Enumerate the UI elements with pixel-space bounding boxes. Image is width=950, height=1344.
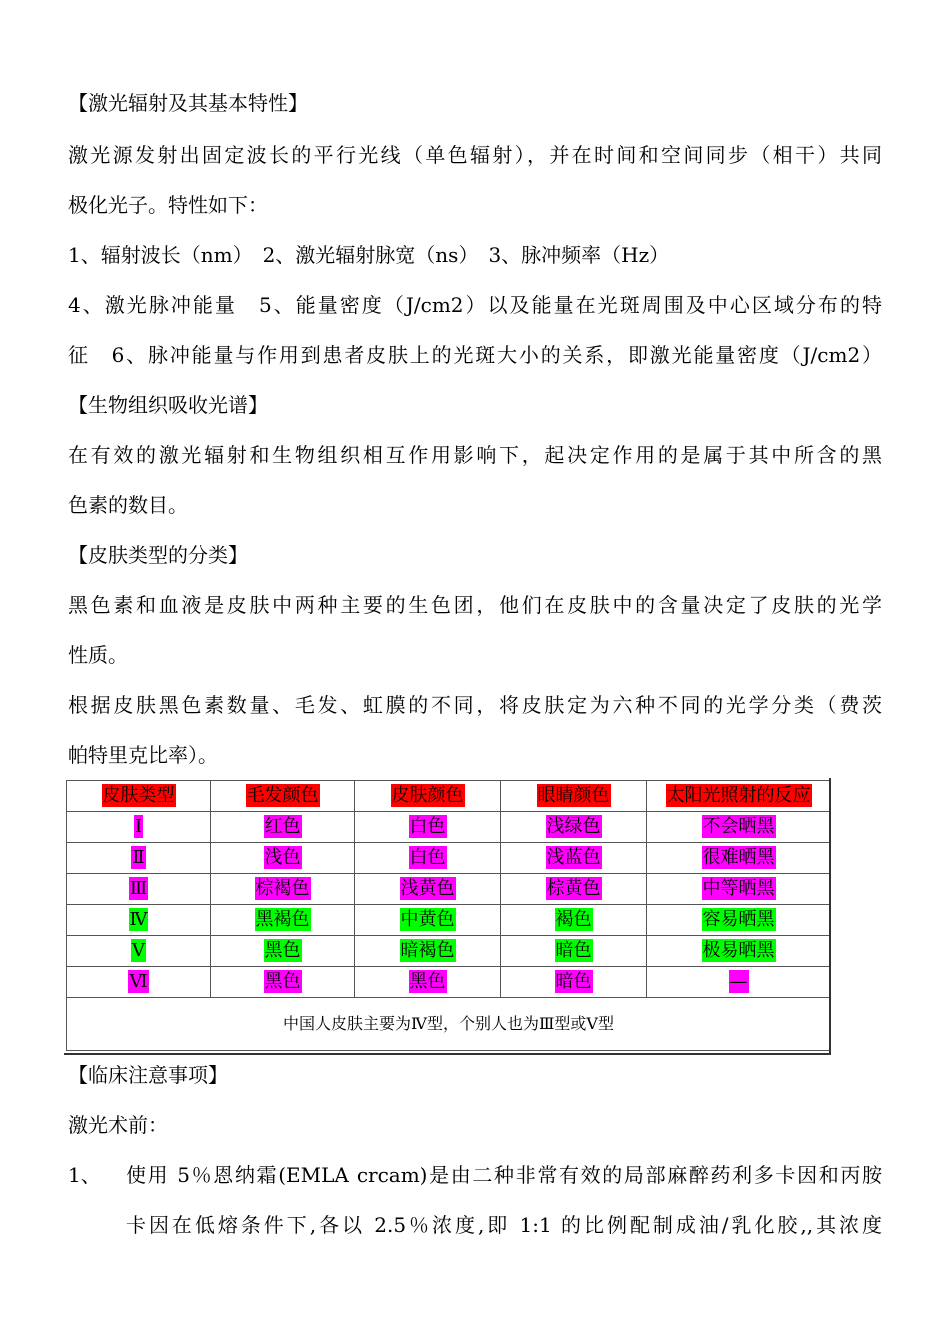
cell-skin: 白色	[409, 847, 446, 868]
cell-type: Ⅱ	[132, 847, 145, 868]
table-row	[67, 936, 831, 967]
table-cell	[501, 905, 647, 936]
table-row	[67, 905, 831, 936]
list-item-line1: 使用 5％恩纳霜(EMLA crcam)是由二种非常有效的局部麻醉药利多卡因和丙胺	[126, 1163, 882, 1187]
cell-reaction: 不会晒黑	[702, 816, 775, 837]
laser-properties-line2: 4、激光脉冲能量 5、能量密度（J/cm2）以及能量在光斑周围及中心区域分布的特	[68, 293, 882, 317]
table-cell	[211, 967, 355, 998]
cell-eye: 暗色	[555, 940, 592, 961]
table-note-row	[67, 998, 831, 1051]
cell-reaction: —	[729, 971, 748, 992]
table-cell	[647, 843, 831, 874]
table-cell	[647, 812, 831, 843]
cell-eye: 褐色	[555, 909, 592, 930]
table-cell	[67, 874, 211, 905]
cell-reaction: 很难晒黑	[702, 847, 775, 868]
table-cell	[355, 812, 501, 843]
laser-properties-line3: 征 6、脉冲能量与作用到患者皮肤上的光斑大小的关系，即激光能量密度（J/cm2）	[68, 343, 882, 367]
table-cell	[501, 812, 647, 843]
table-cell	[501, 967, 647, 998]
cell-reaction: 容易晒黑	[702, 909, 775, 930]
paragraph-skin2-line1: 根据皮肤黑色素数量、毛发、虹膜的不同，将皮肤定为六种不同的光学分类（费茨	[68, 693, 882, 717]
header-cell	[211, 781, 355, 812]
table-cell	[647, 874, 831, 905]
header-skin-type: 皮肤类型	[102, 785, 175, 806]
paragraph-bio-line1: 在有效的激光辐射和生物组织相互作用影响下，起决定作用的是属于其中所含的黑	[68, 443, 882, 467]
section-title-laser: 【激光辐射及其基本特性】	[68, 91, 308, 115]
cell-type: Ⅳ	[129, 909, 148, 930]
table-header-row	[67, 781, 831, 812]
pre-op-label: 激光术前：	[68, 1113, 168, 1137]
table-cell	[211, 874, 355, 905]
paragraph-laser-line1: 激光源发射出固定波长的平行光线（单色辐射），并在时间和空间同步（相干）共同	[68, 143, 882, 167]
cell-skin: 黑色	[409, 971, 446, 992]
paragraph-bio-line2: 色素的数目。	[68, 493, 188, 517]
table-cell	[647, 967, 831, 998]
cell-type: Ⅴ	[132, 940, 145, 961]
table-cell	[67, 936, 211, 967]
table-cell	[211, 905, 355, 936]
cell-type: Ⅰ	[134, 816, 143, 837]
cell-hair: 黑色	[264, 971, 301, 992]
table-cell	[647, 936, 831, 967]
cell-reaction: 中等晒黑	[702, 878, 775, 899]
cell-eye: 暗色	[555, 971, 592, 992]
table-cell	[355, 874, 501, 905]
paragraph-skin2-line2: 帕特里克比率）。	[68, 743, 218, 767]
table-cell	[355, 843, 501, 874]
section-title-clinical: 【临床注意事项】	[68, 1063, 228, 1087]
header-cell	[355, 781, 501, 812]
table-cell	[211, 936, 355, 967]
table-cell	[355, 936, 501, 967]
paragraph-skin1-line1: 黑色素和血液是皮肤中两种主要的生色团，他们在皮肤中的含量决定了皮肤的光学	[68, 593, 882, 617]
header-cell	[501, 781, 647, 812]
cell-skin: 暗褐色	[400, 940, 455, 961]
cell-reaction: 极易晒黑	[702, 940, 775, 961]
header-cell	[67, 781, 211, 812]
table-cell	[211, 843, 355, 874]
section-title-bio: 【生物组织吸收光谱】	[68, 393, 268, 417]
table-cell	[67, 812, 211, 843]
table-row	[67, 874, 831, 905]
cell-skin: 浅黄色	[400, 878, 455, 899]
cell-hair: 红色	[264, 816, 301, 837]
header-hair-color: 毛发颜色	[246, 785, 319, 806]
cell-eye: 浅绿色	[546, 816, 601, 837]
cell-hair: 黑色	[264, 940, 301, 961]
cell-eye: 棕黄色	[546, 878, 601, 899]
cell-skin: 中黄色	[400, 909, 455, 930]
cell-eye: 浅蓝色	[546, 847, 601, 868]
skin-type-table	[66, 780, 831, 1051]
header-cell	[647, 781, 831, 812]
table-cell	[355, 905, 501, 936]
cell-type: Ⅵ	[129, 971, 148, 992]
table-row	[67, 967, 831, 998]
list-item-line2: 卡因在低熔条件下,各以 2.5％浓度,即 1:1 的比例配制成油/乳化胶,,其浓度	[126, 1213, 882, 1237]
cell-hair: 棕褐色	[255, 878, 310, 899]
table-cell	[355, 967, 501, 998]
table-cell	[501, 936, 647, 967]
cell-type: Ⅲ	[129, 878, 148, 899]
section-title-skin: 【皮肤类型的分类】	[68, 543, 248, 567]
table-cell	[211, 812, 355, 843]
paragraph-skin1-line2: 性质。	[68, 643, 128, 667]
table-note: 中国人皮肤主要为Ⅳ型，个别人也为Ⅲ型或Ⅴ型	[67, 998, 831, 1051]
header-sun-reaction: 太阳光照射的反应	[666, 785, 811, 806]
table-cell	[67, 843, 211, 874]
laser-properties-line1: 1、辐射波长（nm） 2、激光辐射脉宽（ns） 3、脉冲频率（Hz）	[68, 243, 670, 267]
cell-hair: 浅色	[264, 847, 301, 868]
header-eye-color: 眼睛颜色	[537, 785, 610, 806]
table-row	[67, 812, 831, 843]
table-cell	[501, 874, 647, 905]
cell-hair: 黑褐色	[255, 909, 310, 930]
list-item-number: 1、	[68, 1163, 101, 1187]
cell-skin: 白色	[409, 816, 446, 837]
table-cell	[647, 905, 831, 936]
paragraph-laser-line2: 极化光子。特性如下：	[68, 193, 268, 217]
table-cell	[67, 967, 211, 998]
table-cell	[67, 905, 211, 936]
table-row	[67, 843, 831, 874]
table-cell	[501, 843, 647, 874]
header-skin-color: 皮肤颜色	[391, 785, 464, 806]
